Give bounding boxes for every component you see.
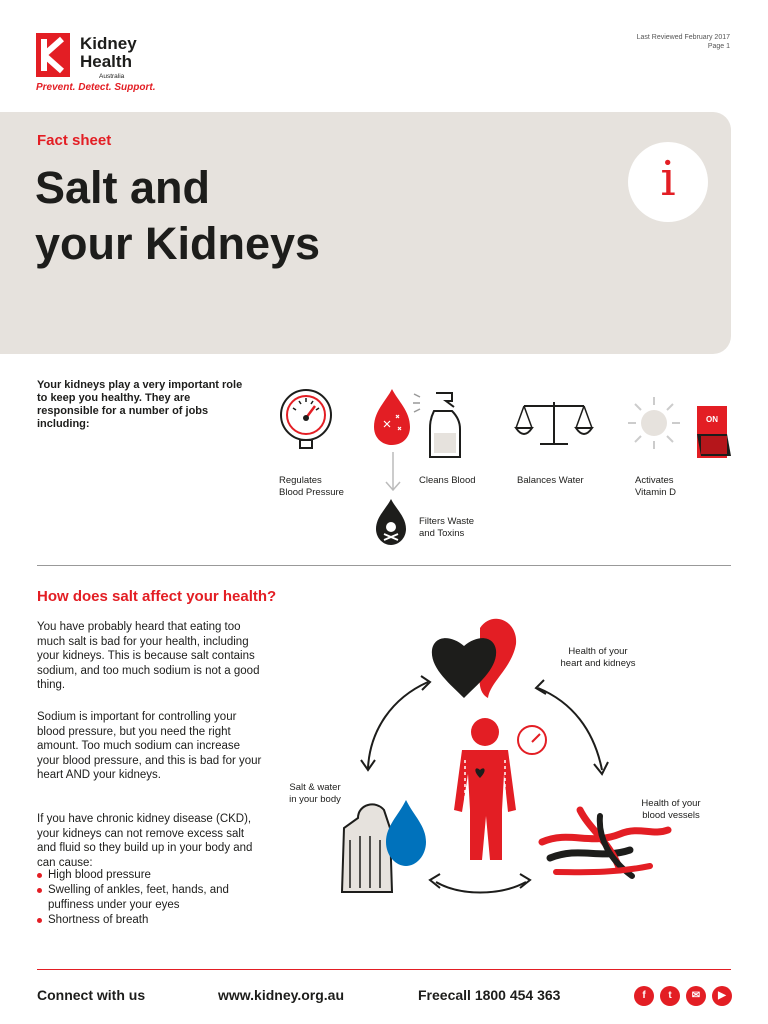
salt-water-label bbox=[270, 782, 360, 806]
diagram-label-line: Health of your bbox=[568, 646, 628, 657]
function-label-filters-waste bbox=[419, 516, 474, 540]
heart-kidneys-label bbox=[528, 646, 668, 670]
twitter-icon[interactable]: t bbox=[660, 986, 680, 1006]
power-switch-icon bbox=[695, 404, 733, 462]
connect-text: Connect with us bbox=[37, 987, 146, 1003]
list-item: Swelling of ankles, feet, hands, and puffiness under your eyes bbox=[37, 883, 262, 913]
person-body-icon bbox=[454, 718, 516, 860]
diagram-label-line: heart and kidneys bbox=[560, 658, 636, 669]
page-title bbox=[35, 160, 455, 272]
switch-on-label: ON bbox=[706, 415, 718, 424]
diagram-label-line: in your body bbox=[289, 794, 341, 805]
function-label-vitamin-d bbox=[635, 475, 676, 499]
youtube-icon[interactable]: ▶ bbox=[712, 986, 732, 1006]
arrow-down-icon bbox=[383, 450, 403, 495]
diagram-label-line: Salt & water bbox=[289, 782, 341, 793]
freecall-number[interactable]: Freecall 1800 454 363 bbox=[418, 987, 561, 1003]
email-icon[interactable]: ✉ bbox=[686, 986, 706, 1006]
kidney-health-logo-mark-icon bbox=[36, 33, 70, 77]
function-label-cleans-blood bbox=[419, 475, 476, 487]
info-icon bbox=[628, 142, 708, 222]
blood-pressure-gauge-icon bbox=[518, 726, 546, 754]
paragraph-3: If you have chronic kidney disease (CKD), your kidneys can not remove excess salt and fluid so they build up in your body and can cause: bbox=[37, 813, 253, 869]
section-heading: How does salt affect your health? bbox=[37, 588, 277, 605]
salt-cycle-diagram bbox=[280, 610, 750, 915]
brand-name-line2: Health bbox=[80, 52, 132, 71]
function-label-line: Filters Waste bbox=[419, 516, 475, 527]
page-number: Page 1 bbox=[707, 43, 730, 50]
list-item: High blood pressure bbox=[37, 868, 262, 883]
brand-tagline: Prevent. Detect. Support. bbox=[36, 82, 156, 93]
balance-scale-icon bbox=[514, 398, 594, 448]
blood-vessels-label bbox=[626, 798, 716, 822]
section-divider bbox=[37, 565, 731, 566]
toxin-drop-icon bbox=[373, 497, 409, 547]
heart-kidney-icon bbox=[432, 619, 516, 698]
function-label-line: Activates bbox=[635, 475, 674, 486]
salt-cycle-illustration bbox=[280, 610, 750, 915]
diagram-label-line: blood vessels bbox=[642, 810, 700, 821]
facebook-icon[interactable]: f bbox=[634, 986, 654, 1006]
last-reviewed-text: Last Reviewed February 2017 bbox=[636, 34, 730, 41]
function-label-line: Vitamin D bbox=[635, 487, 677, 498]
intro-text: Your kidneys play a very important role to keep you healthy. They are responsible for a number of jobs including: bbox=[37, 379, 243, 430]
brand-name-line1: Kidney bbox=[80, 34, 137, 53]
function-label-line: Balances Water bbox=[517, 475, 584, 486]
info-glyph: i bbox=[660, 151, 676, 207]
page-title-line2: your Kidneys bbox=[35, 218, 321, 269]
paragraph-1: You have probably heard that eating too much salt is bad for your health, including your kidneys. This is because salt contains sodium, and too much sodium is not a good thing. bbox=[37, 621, 260, 691]
pressure-gauge-icon bbox=[277, 388, 335, 450]
website-link[interactable]: www.kidney.org.au bbox=[218, 987, 345, 1003]
fact-sheet-label: Fact sheet bbox=[37, 132, 112, 149]
kidney-health-logo bbox=[36, 33, 166, 93]
function-label-line: and Toxins bbox=[419, 528, 465, 539]
salt-shaker-icon bbox=[342, 804, 392, 892]
function-label-line: Blood Pressure bbox=[279, 487, 344, 498]
sun-icon bbox=[623, 393, 685, 453]
function-label-line: Regulates bbox=[279, 475, 322, 486]
blood-drop-icon bbox=[368, 385, 468, 460]
function-label-line: Cleans Blood bbox=[419, 475, 476, 486]
symptom-list bbox=[37, 868, 262, 928]
function-label-balances-water bbox=[517, 475, 584, 487]
function-label-blood-pressure bbox=[279, 475, 344, 499]
list-item: Shortness of breath bbox=[37, 913, 262, 928]
water-drop-icon bbox=[386, 800, 426, 866]
diagram-label-line: Health of your bbox=[641, 798, 701, 809]
page-title-line1: Salt and bbox=[35, 162, 211, 213]
brand-country: Australia bbox=[99, 73, 125, 80]
paragraph-2: Sodium is important for controlling your blood pressure, but you need the right amount. Too much sodium can increase your blood pressure, and this is bad for your heart AND your kidneys. bbox=[37, 711, 262, 781]
footer-divider bbox=[37, 969, 731, 970]
review-info bbox=[637, 33, 730, 51]
